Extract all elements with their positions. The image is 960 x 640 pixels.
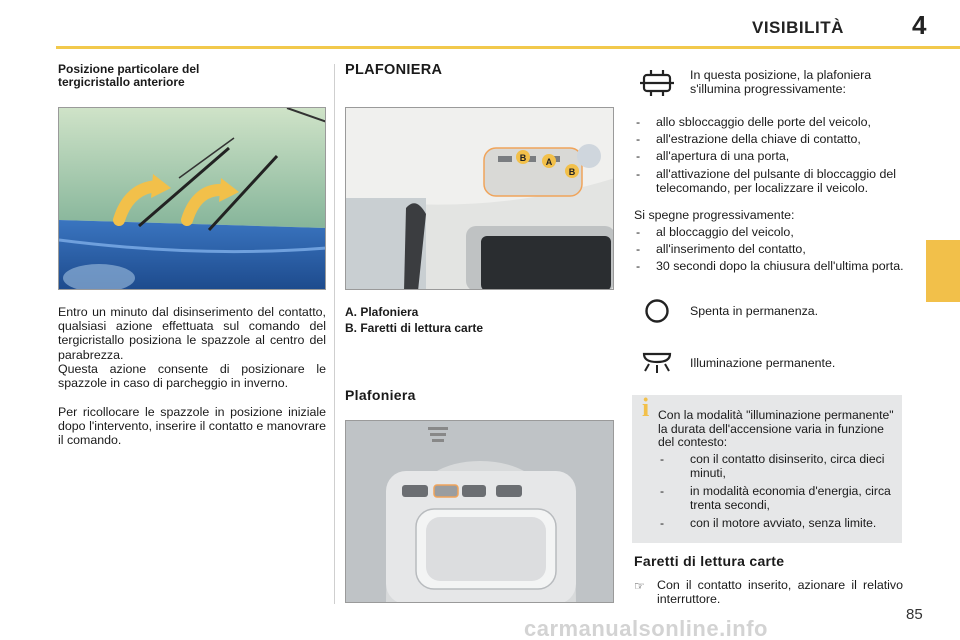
label-b-left-text: B <box>519 153 527 163</box>
off-heading: Si spegne progressivamente: <box>634 208 795 222</box>
on-mode-icon <box>640 350 674 381</box>
chapter-number: 4 <box>912 10 927 40</box>
chapter-side-tab <box>926 240 960 302</box>
courtesy-light-illustration <box>346 421 614 603</box>
plafoniera-title: PLAFONIERA <box>345 62 443 78</box>
off-list <box>634 225 904 277</box>
watermark-logo: carmanualsonline.info <box>524 616 768 640</box>
wiper-paragraph-1: Entro un minuto dal disinserimento del contatto, qualsiasi azione effettuata sul comando del tergicristallo posiziona le spazzole al centro del parabrezza. <box>58 305 326 362</box>
pointing-hand-icon: ☞ <box>634 579 645 593</box>
info-list-item: - in modalità economia d'energia, circa trenta secondi, <box>658 485 898 512</box>
off-mode-icon <box>644 298 670 329</box>
column-divider <box>334 64 335 604</box>
on-list <box>634 115 904 198</box>
door-mode-text: In questa posizione, la plafoniera s'illumina progressivamente: <box>690 68 872 97</box>
wiper-heading: Posizione particolare del tergicristallo anteriore <box>58 62 200 89</box>
info-icon: i <box>642 393 650 422</box>
info-box <box>632 395 902 543</box>
roof-console-illustration <box>346 108 614 290</box>
legend-b: B. Faretti di lettura carte <box>345 321 484 335</box>
off-mode-text: Spenta in permanenza. <box>690 304 819 318</box>
on-list-item: - all'apertura di una porta, <box>634 149 904 163</box>
on-mode-text: Illuminazione permanente. <box>690 356 836 370</box>
info-text: Con la modalità "illuminazione permanente" la durata dell'accensione varia in funzione del contesto: <box>658 408 894 450</box>
windscreen-illustration <box>59 108 326 290</box>
label-b-right-text: B <box>568 167 576 177</box>
reading-lamps-title: Faretti di lettura carte <box>634 553 785 569</box>
off-list-item: - 30 secondi dopo la chiusura dell'ultima porta. <box>634 259 904 273</box>
page-number: 85 <box>906 606 923 623</box>
info-list <box>658 453 898 534</box>
plafoniera-subtitle: Plafoniera <box>345 387 416 403</box>
windscreen-photo <box>58 107 326 290</box>
door-mode-icon <box>640 68 674 103</box>
roof-console-photo <box>345 107 614 290</box>
on-list-item: - allo sbloccaggio delle porte del veicolo, <box>634 115 904 129</box>
courtesy-light-photo <box>345 420 614 603</box>
label-a-text: A <box>545 157 553 167</box>
header-rule <box>56 46 960 49</box>
info-list-item: - con il motore avviato, senza limite. <box>658 517 898 531</box>
wiper-paragraph-3: Per ricollocare le spazzole in posizione iniziale dopo l'intervento, inserire il contatto e manovrare il comando. <box>58 405 326 448</box>
wiper-paragraph-2: Questa azione consente di posizionare le spazzole in caso di parcheggio in inverno. <box>58 362 326 391</box>
off-list-item: - all'inserimento del contatto, <box>634 242 904 256</box>
info-list-item: - con il contatto disinserito, circa dieci minuti, <box>658 453 898 480</box>
legend-a: A. Plafoniera <box>345 305 419 319</box>
chapter-title: VISIBILITÀ <box>752 18 844 37</box>
on-list-item: - all'estrazione della chiave di contatto, <box>634 132 904 146</box>
reading-lamps-text: Con il contatto inserito, azionare il relativo interruttore. <box>657 578 903 607</box>
off-list-item: - al bloccaggio del veicolo, <box>634 225 904 239</box>
on-list-item: - all'attivazione del pulsante di bloccaggio del telecomando, per localizzare il veicolo. <box>634 167 904 195</box>
